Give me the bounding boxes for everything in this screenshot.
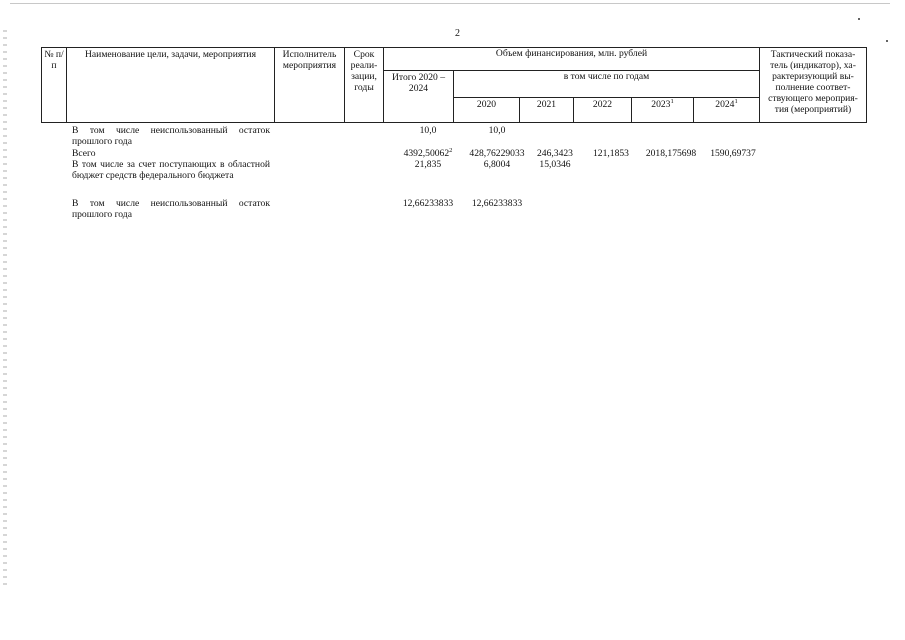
row-2-2021: 246,3423 (537, 148, 573, 159)
header-year-2020: 2020 (454, 98, 520, 123)
header-funding: Объем финансирования, млн. рублей (384, 48, 760, 71)
row-2-2023: 2018,175698 (645, 148, 697, 159)
row-1-total: 10,0 (419, 125, 437, 136)
row-4-total: 12,66233833 (402, 198, 454, 209)
row-1-label: В том числе неиспользованный остаток прошлого года (72, 125, 270, 147)
row-3-total: 21,835 (414, 159, 442, 170)
row-1-2020: 10,0 (488, 125, 506, 136)
page-number: 2 (455, 28, 460, 39)
row-3-label: В том числе за счет поступающих в областной бюджет средств федерального бюджета (72, 159, 270, 181)
header-number: № п/п (42, 48, 67, 123)
scan-speck (886, 40, 888, 42)
header-executor: Исполнитель мероприятия (275, 48, 345, 123)
scan-speck (858, 18, 860, 20)
row-3-2021: 15,0346 (539, 159, 571, 170)
header-year-2022: 2022 (574, 98, 632, 123)
page-top-rule (10, 3, 890, 4)
header-by-years: в том числе по годам (454, 71, 760, 98)
row-2-2022: 121,1853 (593, 148, 629, 159)
header-total: Итого 2020 – 2024 (384, 71, 454, 123)
header-year-2023: 2023$^1$ (632, 98, 694, 123)
row-2-2020: 428,76229033 (469, 148, 525, 159)
row-2-total: 4392,50062$^2$ (403, 146, 453, 159)
header-indicator: Тактический показа-тель (индикатор), ха-рактеризующий вы-полнение соответ-ствующего мероприя-тия (мероприятий) (760, 48, 867, 123)
header-year-2021: 2021 (520, 98, 574, 123)
row-4-label: В том числе неиспользованный остаток прошлого года (72, 198, 270, 220)
row-2-label: Всего (72, 148, 96, 159)
header-name: Наименование цели, задачи, мероприятия (67, 48, 275, 123)
row-4-2020: 12,66233833 (471, 198, 523, 209)
header-term: Срок реали-зации, годы (345, 48, 384, 123)
binding-edge-marks (3, 30, 7, 590)
funding-table-header (41, 47, 867, 123)
row-2-2024: 1590,69737 (710, 148, 756, 159)
header-year-2024: 2024$^1$ (694, 98, 760, 123)
row-3-2020: 6,8004 (483, 159, 511, 170)
